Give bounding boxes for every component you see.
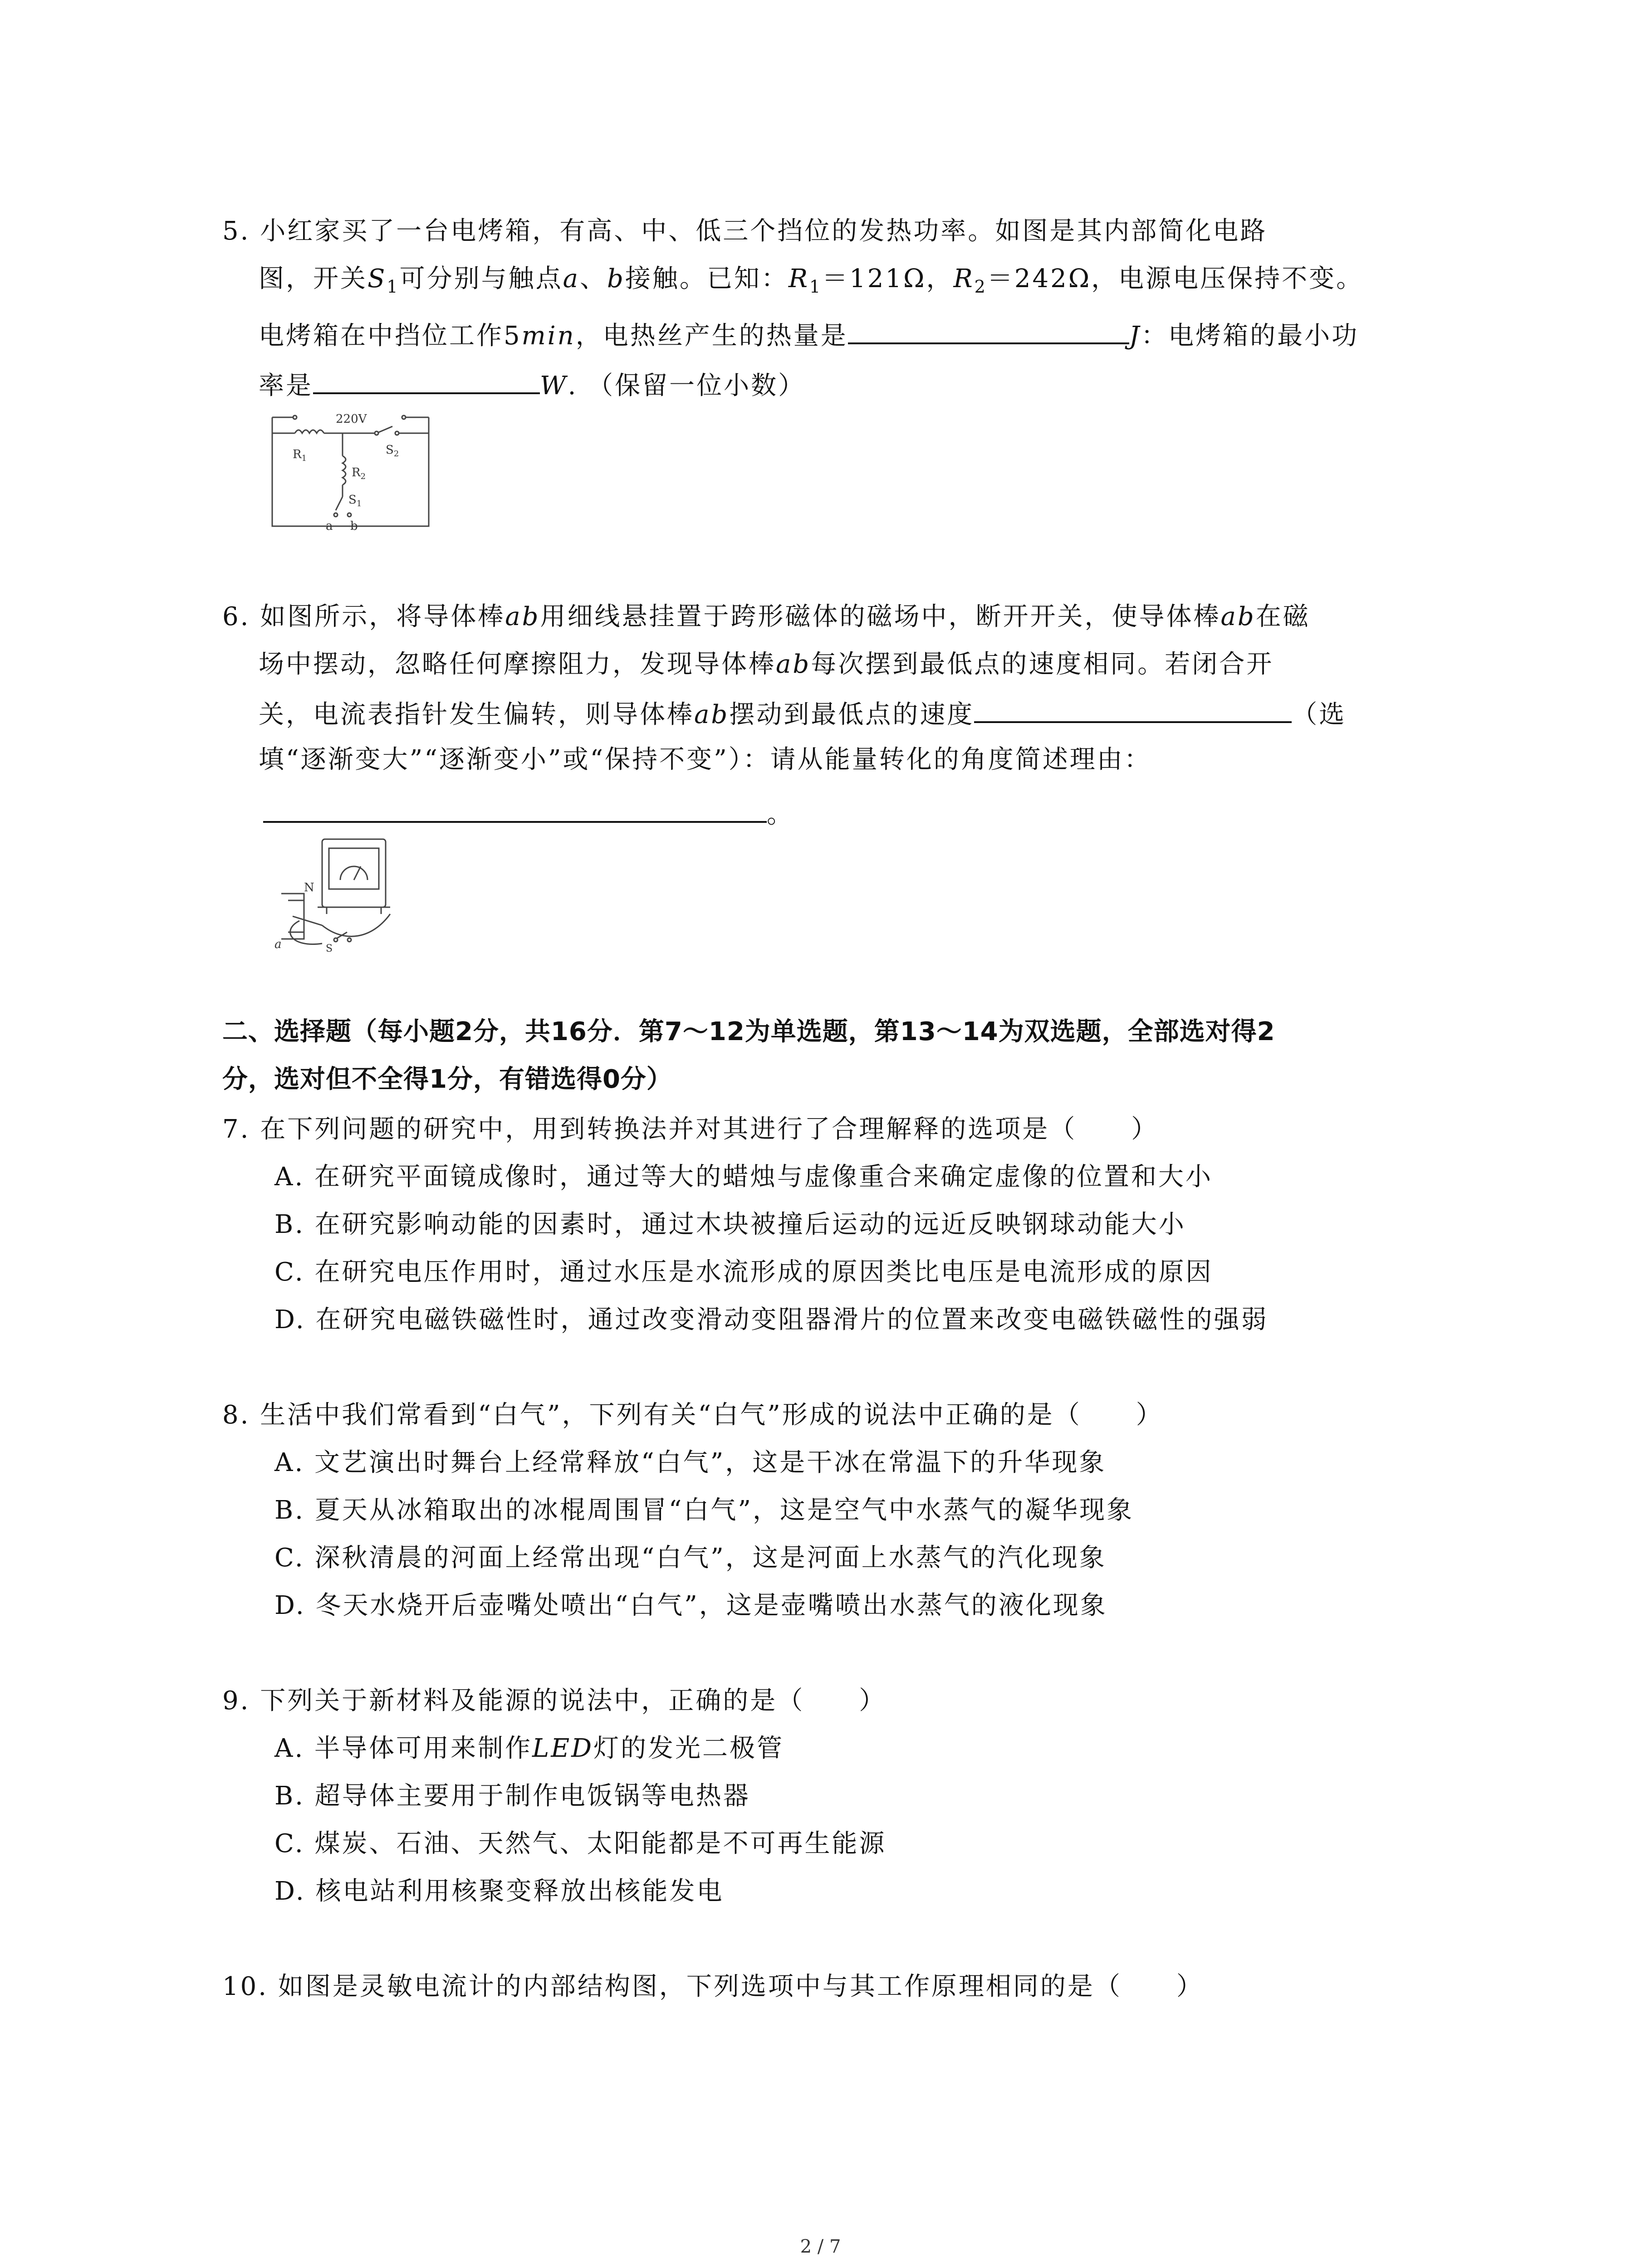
q5-line1: 5. 小红家买了一台电烤箱，有高、中、低三个挡位的发热功率。如图是其内部简化电路 [222, 216, 1268, 246]
contact-b-label: b [350, 519, 358, 531]
answer-blank-speed[interactable] [974, 694, 1292, 723]
q6-line2: 场中摆动，忽略任何摩擦阻力，发现导体棒ab每次摆到最低点的速度相同。若闭合开 [259, 650, 1274, 679]
q7-stem: 7. 在下列问题的研究中，用到转换法并对其进行了合理解释的选项是（ ） [222, 1114, 1159, 1144]
q9-option-a[interactable]: A. 半导体可用来制作LED灯的发光二极管 [274, 1734, 784, 1763]
q8-option-a[interactable]: A. 文艺演出时舞台上经常释放“白气”，这是干冰在常温下的升华现象 [274, 1448, 1107, 1477]
q7-option-a[interactable]: A. 在研究平面镜成像时，通过等大的蜡烛与虚像重合来确定虚像的位置和大小 [274, 1162, 1213, 1192]
q6-line3: 关，电流表指针发生偏转，则导体棒ab摆动到最低点的速度 （选 [259, 694, 1346, 733]
r1-label: $R_1$ [293, 448, 307, 463]
rod-a-label: a [274, 938, 282, 951]
answer-blank-power[interactable] [313, 365, 540, 394]
s2-label: $S_2$ [386, 443, 399, 459]
q6-line5: 。 [263, 794, 794, 833]
page-number: 2 / 7 [800, 2236, 841, 2257]
q5-line4: 率是 W. （保留一位小数） [259, 365, 805, 404]
answer-blank-heat[interactable] [848, 315, 1129, 344]
q8-stem: 8. 生活中我们常看到“白气”，下列有关“白气”形成的说法中正确的是（ ） [222, 1400, 1163, 1430]
q5-line3: 电烤箱在中挡位工作5min，电热丝产生的热量是 J：电烤箱的最小功 [259, 315, 1359, 354]
q6-generator-diagram [272, 835, 408, 957]
q9-stem: 9. 下列关于新材料及能源的说法中，正确的是（ ） [222, 1686, 887, 1716]
contact-a-label: a [326, 519, 333, 531]
q7-option-b[interactable]: B. 在研究影响动能的因素时，通过木块被撞后运动的远近反映钢球动能大小 [274, 1210, 1186, 1239]
q9-option-c[interactable]: C. 煤炭、石油、天然气、太阳能都是不可再生能源 [274, 1829, 887, 1858]
answer-blank-reason[interactable] [263, 794, 767, 823]
q8-option-b[interactable]: B. 夏天从冰箱取出的冰棍周围冒“白气”，这是空气中水蒸气的凝华现象 [274, 1496, 1134, 1525]
q8-option-d[interactable]: D. 冬天水烧开后壶嘴处喷出“白气”，这是壶嘴喷出水蒸气的液化现象 [274, 1591, 1107, 1620]
q7-option-d[interactable]: D. 在研究电磁铁磁性时，通过改变滑动变阻器滑片的位置来改变电磁铁磁性的强弱 [274, 1305, 1269, 1334]
switch-s-label: S [326, 943, 333, 954]
magnet-n-label: N [304, 881, 314, 894]
q9-option-d[interactable]: D. 核电站利用核聚变释放出核能发电 [274, 1877, 724, 1906]
q6-line4: 填“逐渐变大”“逐渐变小”或“保持不变”）：请从能量转化的角度简述理由： [259, 745, 1151, 774]
q6-line1: 6. 如图所示，将导体棒ab用细线悬挂置于跨形磁体的磁场中，断开开关，使导体棒ab在磁 [222, 602, 1310, 631]
q5-circuit-diagram [268, 413, 440, 531]
r2-label: $R_2$ [352, 466, 366, 481]
q8-option-c[interactable]: C. 深秋清晨的河面上经常出现“白气”，这是河面上水蒸气的汽化现象 [274, 1543, 1107, 1573]
q10-stem: 10. 如图是灵敏电流计的内部结构图，下列选项中与其工作原理相同的是（ ） [222, 1972, 1204, 2001]
q5-line2: 图，开关$S_1$可分别与触点a、b接触。已知：$R_1=121\Omega$，$R_2=242\Omega$，电源电压保持不变。 [259, 264, 1364, 297]
section2-heading-line1: 二、选择题（每小题2分，共16分．第7～12为单选题，第13～14为双选题，全部选对得2 [222, 1017, 1275, 1046]
s1-label: $S_1$ [348, 493, 362, 508]
voltage-label: 220V [336, 413, 367, 426]
section2-heading-line2: 分，选对但不全得1分，有错选得0分） [222, 1065, 672, 1094]
q7-option-c[interactable]: C. 在研究电压作用时，通过水压是水流形成的原因类比电压是电流形成的原因 [274, 1257, 1213, 1287]
q9-option-b[interactable]: B. 超导体主要用于制作电饭锅等电热器 [274, 1781, 750, 1811]
